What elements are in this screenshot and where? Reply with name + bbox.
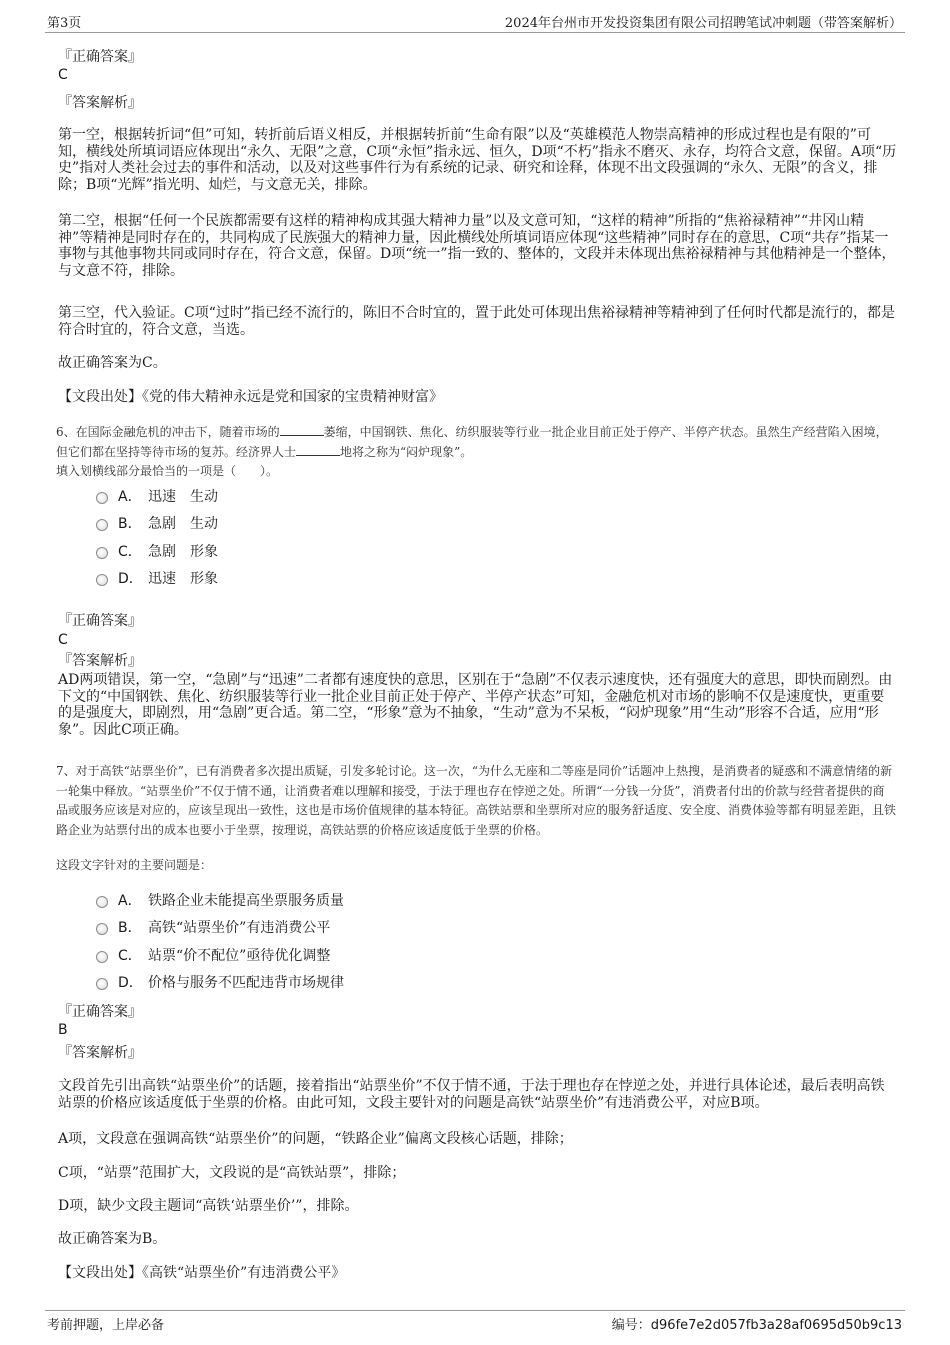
q7-options (96, 886, 344, 996)
q6-option-a[interactable] (96, 482, 218, 510)
q6-answer: C (58, 632, 68, 648)
option-text: 急剧 生动 (148, 516, 218, 533)
q5-analysis-p3: 第三空，代入验证。C项“过时”指已经不流行的，陈旧不合时宜的，置于此处可体现出焦裕禄精神等精神到了任何时代都是流行的，都是符合时宜的，符合文意，当选。 (58, 305, 896, 338)
q5-analysis-p1: 第一空，根据转折词“但”可知，转折前后语义相反，并根据转折前“生命有限”以及“英雄模范人物崇高精神的形成过程也是有限的”可知，横线处所填词语应体现出“永久、无限”之意，C项“永恒”指永远、恒久，D项“不朽”指永不磨灭、永存，均符合文意，保留。A项“历史”指对人类社会过去的事件和活动，以及对这些事件行为有系统的记录、研究和诠释，体现不出文段强调的“永久、无限”的含义，排除；B项“光辉”指光明、灿烂，与文意无关，排除。 (58, 127, 897, 193)
radio-icon[interactable] (96, 951, 108, 963)
q6-stem-part2: 萎缩，中国钢铁、焦化、纺织服装等行业一批企业目前正处于停产、半停产状态。虽然生产经营陷入困境，但它们都在坚持等待市场的复苏。经济界人士 (56, 425, 888, 459)
option-text: 急剧 形象 (148, 543, 218, 560)
page-number: 第3页 (47, 16, 82, 31)
footer-code-label: 编号： (611, 1318, 651, 1333)
header-divider (45, 32, 905, 33)
q7-stem: 7、对于高铁“站票坐价”，已有消费者多次提出质疑，引发多轮讨论。这一次，“为什么无座和二等座是同价”话题冲上热搜，是消费者的疑惑和不满意情绪的新一轮集中释放。“站票坐价”不仅于情不通，让消费者难以理解和接受，于法于理也存在悖逆之处。所谓“一分钱一分货”，消费者付出的价款与经营者提供的商品或服务应该是对应的，应该呈现出一致性，这也是市场价值规律的基本特征。高铁站票和坐票所对应的服务舒适度、安全度、消费体验等都有明显差距，且铁路企业为站票付出的成本也要小于坐票，按理说，高铁站票的价格应该适度低于坐票的价格。 (56, 764, 897, 837)
footer-divider (45, 1310, 905, 1311)
q7-analysis-p4: D项，缺少文段主题词“高铁‘站票坐价’”，排除。 (58, 1198, 359, 1214)
q7-option-b[interactable] (96, 914, 344, 942)
footer-code (612, 1314, 902, 1333)
option-letter: D． (118, 975, 143, 992)
option-letter: A． (118, 488, 142, 505)
q6-options (96, 482, 218, 592)
option-text: 迅速 形象 (148, 571, 218, 588)
q6-blank-2 (296, 445, 340, 456)
q6-option-c[interactable] (96, 537, 218, 565)
q6-blank-1 (280, 425, 324, 436)
page-header (0, 0, 950, 34)
q6-prompt: 填入划横线部分最恰当的一项是（ ）。 (56, 464, 279, 478)
q7-source: 【文段出处】《高铁“站票坐价”有违消费公平》 (58, 1265, 346, 1281)
option-text: 迅速 生动 (148, 488, 218, 505)
option-text: 铁路企业未能提高坐票服务质量 (148, 892, 344, 909)
option-letter: C． (118, 543, 142, 560)
q5-source: 【文段出处】《党的伟大精神永远是党和国家的宝贵精神财富》 (58, 389, 443, 405)
q7-conclusion: 故正确答案为B。 (58, 1231, 167, 1247)
q7-option-d[interactable] (96, 969, 344, 997)
q7-analysis-p2: A项，文段意在强调高铁“站票坐价”的问题，“铁路企业”偏离文段核心话题，排除； (58, 1131, 573, 1147)
q6-stem-part3: 地将之称为“闷炉现象”。 (340, 444, 473, 459)
radio-icon[interactable] (96, 519, 108, 531)
option-letter: D． (118, 571, 143, 588)
q5-answer: C (58, 67, 68, 83)
option-letter: B． (118, 920, 142, 937)
q6-stem (56, 423, 896, 462)
option-text: 站票“价不配位”亟待优化调整 (148, 947, 331, 964)
q7-analysis-p1: 文段首先引出高铁“站票坐价”的话题，接着指出“站票坐价”不仅于情不通，于法于理也存在悖逆之处，并进行具体论述，最后表明高铁站票的价格应该适度低于坐票的价格。由此可知，文段主要针对的问题是高铁“站票坐价”有违消费公平，对应B项。 (58, 1078, 885, 1111)
radio-icon[interactable] (96, 574, 108, 586)
q7-option-c[interactable] (96, 941, 344, 969)
option-letter: B． (118, 516, 142, 533)
q6-option-d[interactable] (96, 565, 218, 593)
option-letter: A． (118, 892, 142, 909)
radio-icon[interactable] (96, 896, 108, 908)
option-text: 价格与服务不匹配违背市场规律 (148, 975, 344, 992)
radio-icon[interactable] (96, 978, 108, 990)
radio-icon[interactable] (96, 923, 108, 935)
q6-answer-label: 『正确答案』 (58, 613, 142, 629)
footer-code-value: d96fe7e2d057fb3a28af0695d50b9c13 (650, 1318, 902, 1333)
option-letter: C． (118, 947, 142, 964)
q7-option-a[interactable] (96, 886, 344, 914)
q6-stem-part1: 6、在国际金融危机的冲击下，随着市场的 (56, 425, 280, 439)
radio-icon[interactable] (96, 547, 108, 559)
document-title: 2024年台州市开发投资集团有限公司招聘笔试冲刺题（带答案解析） (504, 16, 902, 31)
option-text: 高铁“站票坐价”有违消费公平 (148, 920, 331, 937)
q7-analysis-p3: C项，“站票”范围扩大，文段说的是“高铁站票”，排除； (58, 1165, 406, 1181)
q7-analysis-label: 『答案解析』 (58, 1045, 142, 1061)
q6-analysis-label: 『答案解析』 (58, 653, 142, 669)
q7-answer: B (58, 1022, 68, 1038)
q5-conclusion: 故正确答案为C。 (58, 355, 167, 371)
q6-analysis: AD两项错误，第一空，“急剧”与“迅速”二者都有速度快的意思，区别在于“急剧”不仅表示速度快，还有强度大的意思，即快而剧烈。由下文的“中国钢铁、焦化、纺织服装等行业一批企业目前正处于停产、半停产状态”可知，金融危机对市场的影响不仅是速度快，更重要的是强度大，即剧烈，用“急剧”更合适。第二空，“形象”意为不抽象，“生动”意为不呆板，“闷炉现象”用“生动”形容不合适，应用“形象”。因此C项正确。 (58, 672, 893, 738)
footer-slogan: 考前押题，上岸必备 (47, 1318, 165, 1333)
q5-answer-label: 『正确答案』 (58, 49, 142, 65)
q7-prompt: 这段文字针对的主要问题是： (56, 858, 213, 872)
q6-option-b[interactable] (96, 510, 218, 538)
q5-analysis-p2: 第二空，根据“任何一个民族都需要有这样的精神构成其强大精神力量”以及文意可知，“这样的精神”所指的“焦裕禄精神”“井冈山精神”等精神是同时存在的，共同构成了民族强大的精神力量，因此横线处所填词语应体现“这些精神”同时存在的意思，C项“共存”指某一事物与其他事物共同或同时存在，符合文意，保留。D项“统一”指一致的、整体的，文段并未体现出焦裕禄精神与其他精神是一个整体，与文意不符，排除。 (58, 213, 896, 279)
radio-icon[interactable] (96, 492, 108, 504)
q5-analysis-label: 『答案解析』 (58, 95, 142, 111)
q7-answer-label: 『正确答案』 (58, 1004, 142, 1020)
